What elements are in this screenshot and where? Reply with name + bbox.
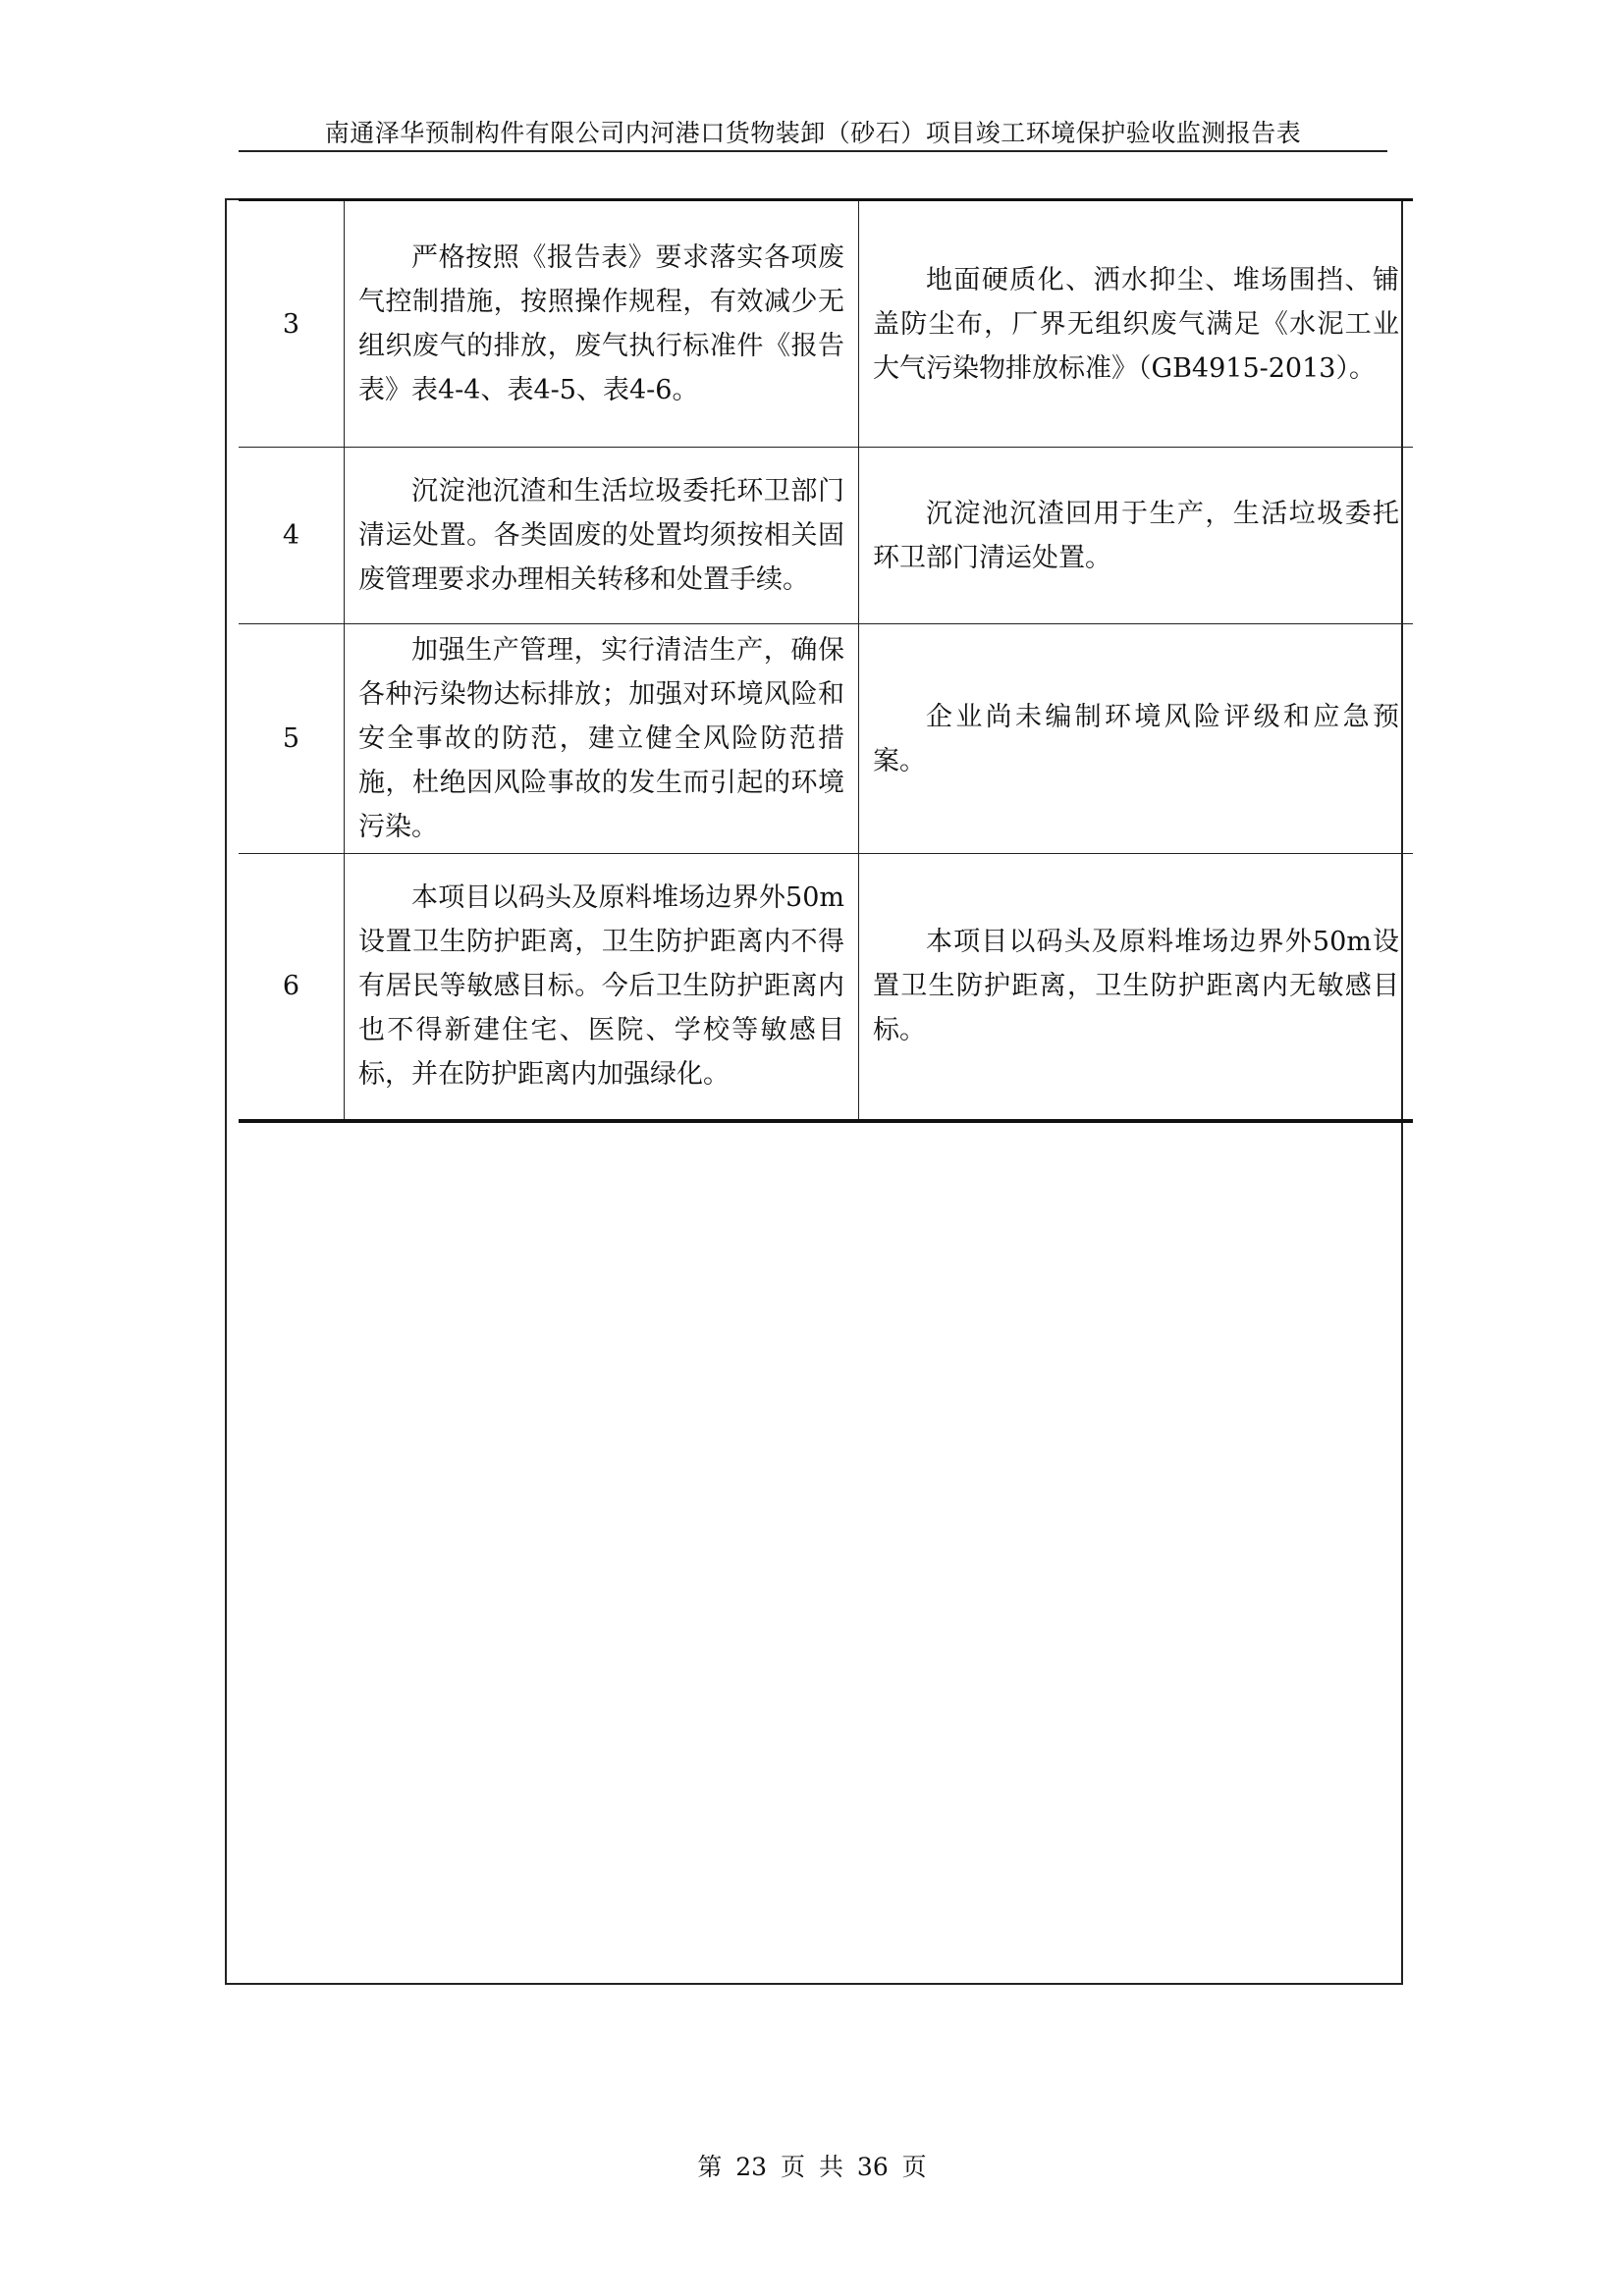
implementation-cell (859, 624, 1414, 854)
table-row (239, 624, 1413, 854)
implementation-text: 企业尚未编制环境风险评级和应急预案。 (873, 701, 1399, 776)
row-number: 6 (239, 854, 345, 1121)
page-number: 第 23 页 共 36 页 (697, 2153, 927, 2181)
implementation-cell (859, 200, 1414, 448)
requirements-table (239, 198, 1413, 1123)
requirement-text: 严格按照《报告表》要求落实各项废气控制措施，按照操作规程，有效减少无组织废气的排放，废气执行标准件《报告表》表4-4、表4-5、表4-6。 (358, 242, 844, 405)
implementation-text: 本项目以码头及原料堆场边界外50m设置卫生防护距离，卫生防护距离内无敏感目标。 (873, 927, 1399, 1046)
implementation-text: 地面硬质化、洒水抑尘、堆场围挡、铺盖防尘布，厂界无组织废气满足《水泥工业大气污染物排放标准》（GB4915-2013）。 (873, 264, 1399, 384)
requirement-cell (345, 200, 859, 448)
implementation-cell (859, 448, 1414, 624)
requirement-text: 加强生产管理，实行清洁生产，确保各种污染物达标排放；加强对环境风险和安全事故的防范，建立健全风险防范措施，杜绝因风险事故的发生而引起的环境污染。 (358, 635, 844, 842)
implementation-cell (859, 854, 1414, 1121)
row-number: 5 (239, 624, 345, 854)
header-rule (239, 150, 1387, 152)
requirement-cell (345, 854, 859, 1121)
requirement-text: 本项目以码头及原料堆场边界外50m设置卫生防护距离，卫生防护距离内不得有居民等敏感目标。今后卫生防护距离内也不得新建住宅、医院、学校等敏感目标，并在防护距离内加强绿化。 (358, 882, 844, 1091)
requirement-cell (345, 448, 859, 624)
requirement-text: 沉淀池沉渣和生活垃圾委托环卫部门清运处置。各类固废的处置均须按相关固废管理要求办理相关转移和处置手续。 (358, 476, 844, 595)
row-number: 4 (239, 448, 345, 624)
requirement-cell (345, 624, 859, 854)
table-row (239, 200, 1413, 448)
implementation-text: 沉淀池沉渣回用于生产，生活垃圾委托环卫部门清运处置。 (873, 498, 1399, 573)
table-row (239, 448, 1413, 624)
table-row (239, 854, 1413, 1121)
page-header-title: 南通泽华预制构件有限公司内河港口货物装卸（砂石）项目竣工环境保护验收监测报告表 (324, 119, 1302, 147)
row-number: 3 (239, 200, 345, 448)
